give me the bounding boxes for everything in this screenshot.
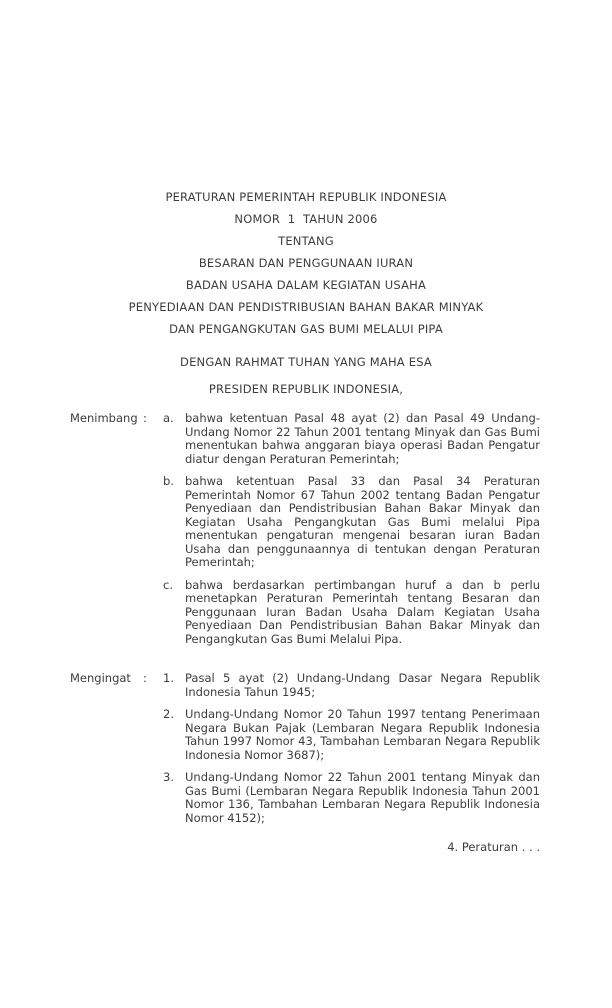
list-item bbox=[163, 579, 540, 647]
title-line-subject-3: PENYEDIAAN DAN PENDISTRIBUSIAN BAHAN BAKAR MINYAK bbox=[128, 300, 484, 314]
section-colon: : bbox=[143, 411, 147, 425]
list-item-marker: 2. bbox=[163, 707, 174, 721]
catchword-next-page: 4. Peraturan . . . bbox=[447, 840, 540, 854]
list-item-text: bahwa ketentuan Pasal 48 ayat (2) dan Pasal 49 Undang-Undang Nomor 22 Tahun 2001 tentang Minyak dan Gas Bumi menentukan bahwa anggaran biaya operasi Badan Pengatur diatur dengan Peraturan Pemerintah; bbox=[185, 411, 540, 466]
list-item bbox=[163, 672, 540, 699]
section-colon: : bbox=[143, 671, 147, 685]
list-item bbox=[163, 475, 540, 570]
list-item-marker: b. bbox=[163, 474, 174, 488]
section-items-menimbang bbox=[163, 412, 540, 646]
title-line-subject-4: DAN PENGANGKUTAN GAS BUMI MELALUI PIPA bbox=[169, 322, 443, 336]
section-mengingat bbox=[70, 672, 540, 825]
list-item bbox=[163, 771, 540, 825]
list-item-text: Undang-Undang Nomor 22 Tahun 2001 tentang Minyak dan Gas Bumi (Lembaran Negara Republik Indonesia Tahun 2001 Nomor 136, Tambahan Lembaran Negara Republik Indonesia Nomor 4152); bbox=[185, 770, 540, 825]
section-items-mengingat bbox=[163, 672, 540, 825]
list-item-marker: 3. bbox=[163, 770, 174, 784]
title-line-tentang: TENTANG bbox=[278, 234, 334, 248]
section-menimbang bbox=[70, 412, 540, 646]
title-line-subject-2: BADAN USAHA DALAM KEGIATAN USAHA bbox=[185, 278, 427, 292]
list-item-marker: a. bbox=[163, 411, 174, 425]
invocation-line: DENGAN RAHMAT TUHAN YANG MAHA ESA bbox=[180, 355, 432, 369]
document-title-block bbox=[0, 0, 612, 340]
list-item bbox=[163, 412, 540, 466]
list-item bbox=[163, 708, 540, 762]
title-line-regulation: PERATURAN PEMERINTAH REPUBLIK INDONESIA bbox=[165, 190, 447, 204]
list-item-marker: 1. bbox=[163, 671, 174, 685]
title-line-number-year: NOMOR 1 TAHUN 2006 bbox=[234, 212, 378, 226]
list-item-text: Pasal 5 ayat (2) Undang-Undang Dasar Negara Republik Indonesia Tahun 1945; bbox=[185, 671, 540, 699]
title-line-subject-1: BESARAN DAN PENGGUNAAN IURAN bbox=[198, 256, 414, 270]
section-label-mengingat: Mengingat bbox=[70, 671, 131, 685]
list-item-marker: c. bbox=[163, 577, 173, 592]
issuer-line: PRESIDEN REPUBLIK INDONESIA, bbox=[208, 382, 404, 396]
list-item-text: Undang-Undang Nomor 20 Tahun 1997 tentang Penerimaan Negara Bukan Pajak (Lembaran Negara Republik Indonesia Tahun 1997 Nomor 43, Tambahan Lembaran Negara Republik Indonesia Nomor 3687); bbox=[185, 707, 540, 762]
list-item-text: bahwa ketentuan Pasal 33 dan Pasal 34 Peraturan Pemerintah Nomor 67 Tahun 2002 tentang Badan Pengatur Penyediaan dan Pendistribusian Bahan Bakar Minyak dan Kegiatan Usaha Pengangkutan Gas Bumi melalui Pipa menentukan pengaturan mengenai besaran iuran Badan Usaha dan penggunaannya di tentukan dengan Peraturan Pemerintah; bbox=[185, 474, 540, 569]
list-item-text: bahwa berdasarkan pertimbangan huruf a dan b perlu menetapkan Peraturan Pemerintah tentang Besaran dan Penggunaan Iuran Badan Usaha Dalam Kegiatan Usaha Penyediaan Dan Pendistribusian Bahan Bakar Minyak dan Pengangkutan Gas Bumi Melalui Pipa. bbox=[185, 577, 540, 646]
section-label-menimbang: Menimbang bbox=[70, 411, 138, 425]
